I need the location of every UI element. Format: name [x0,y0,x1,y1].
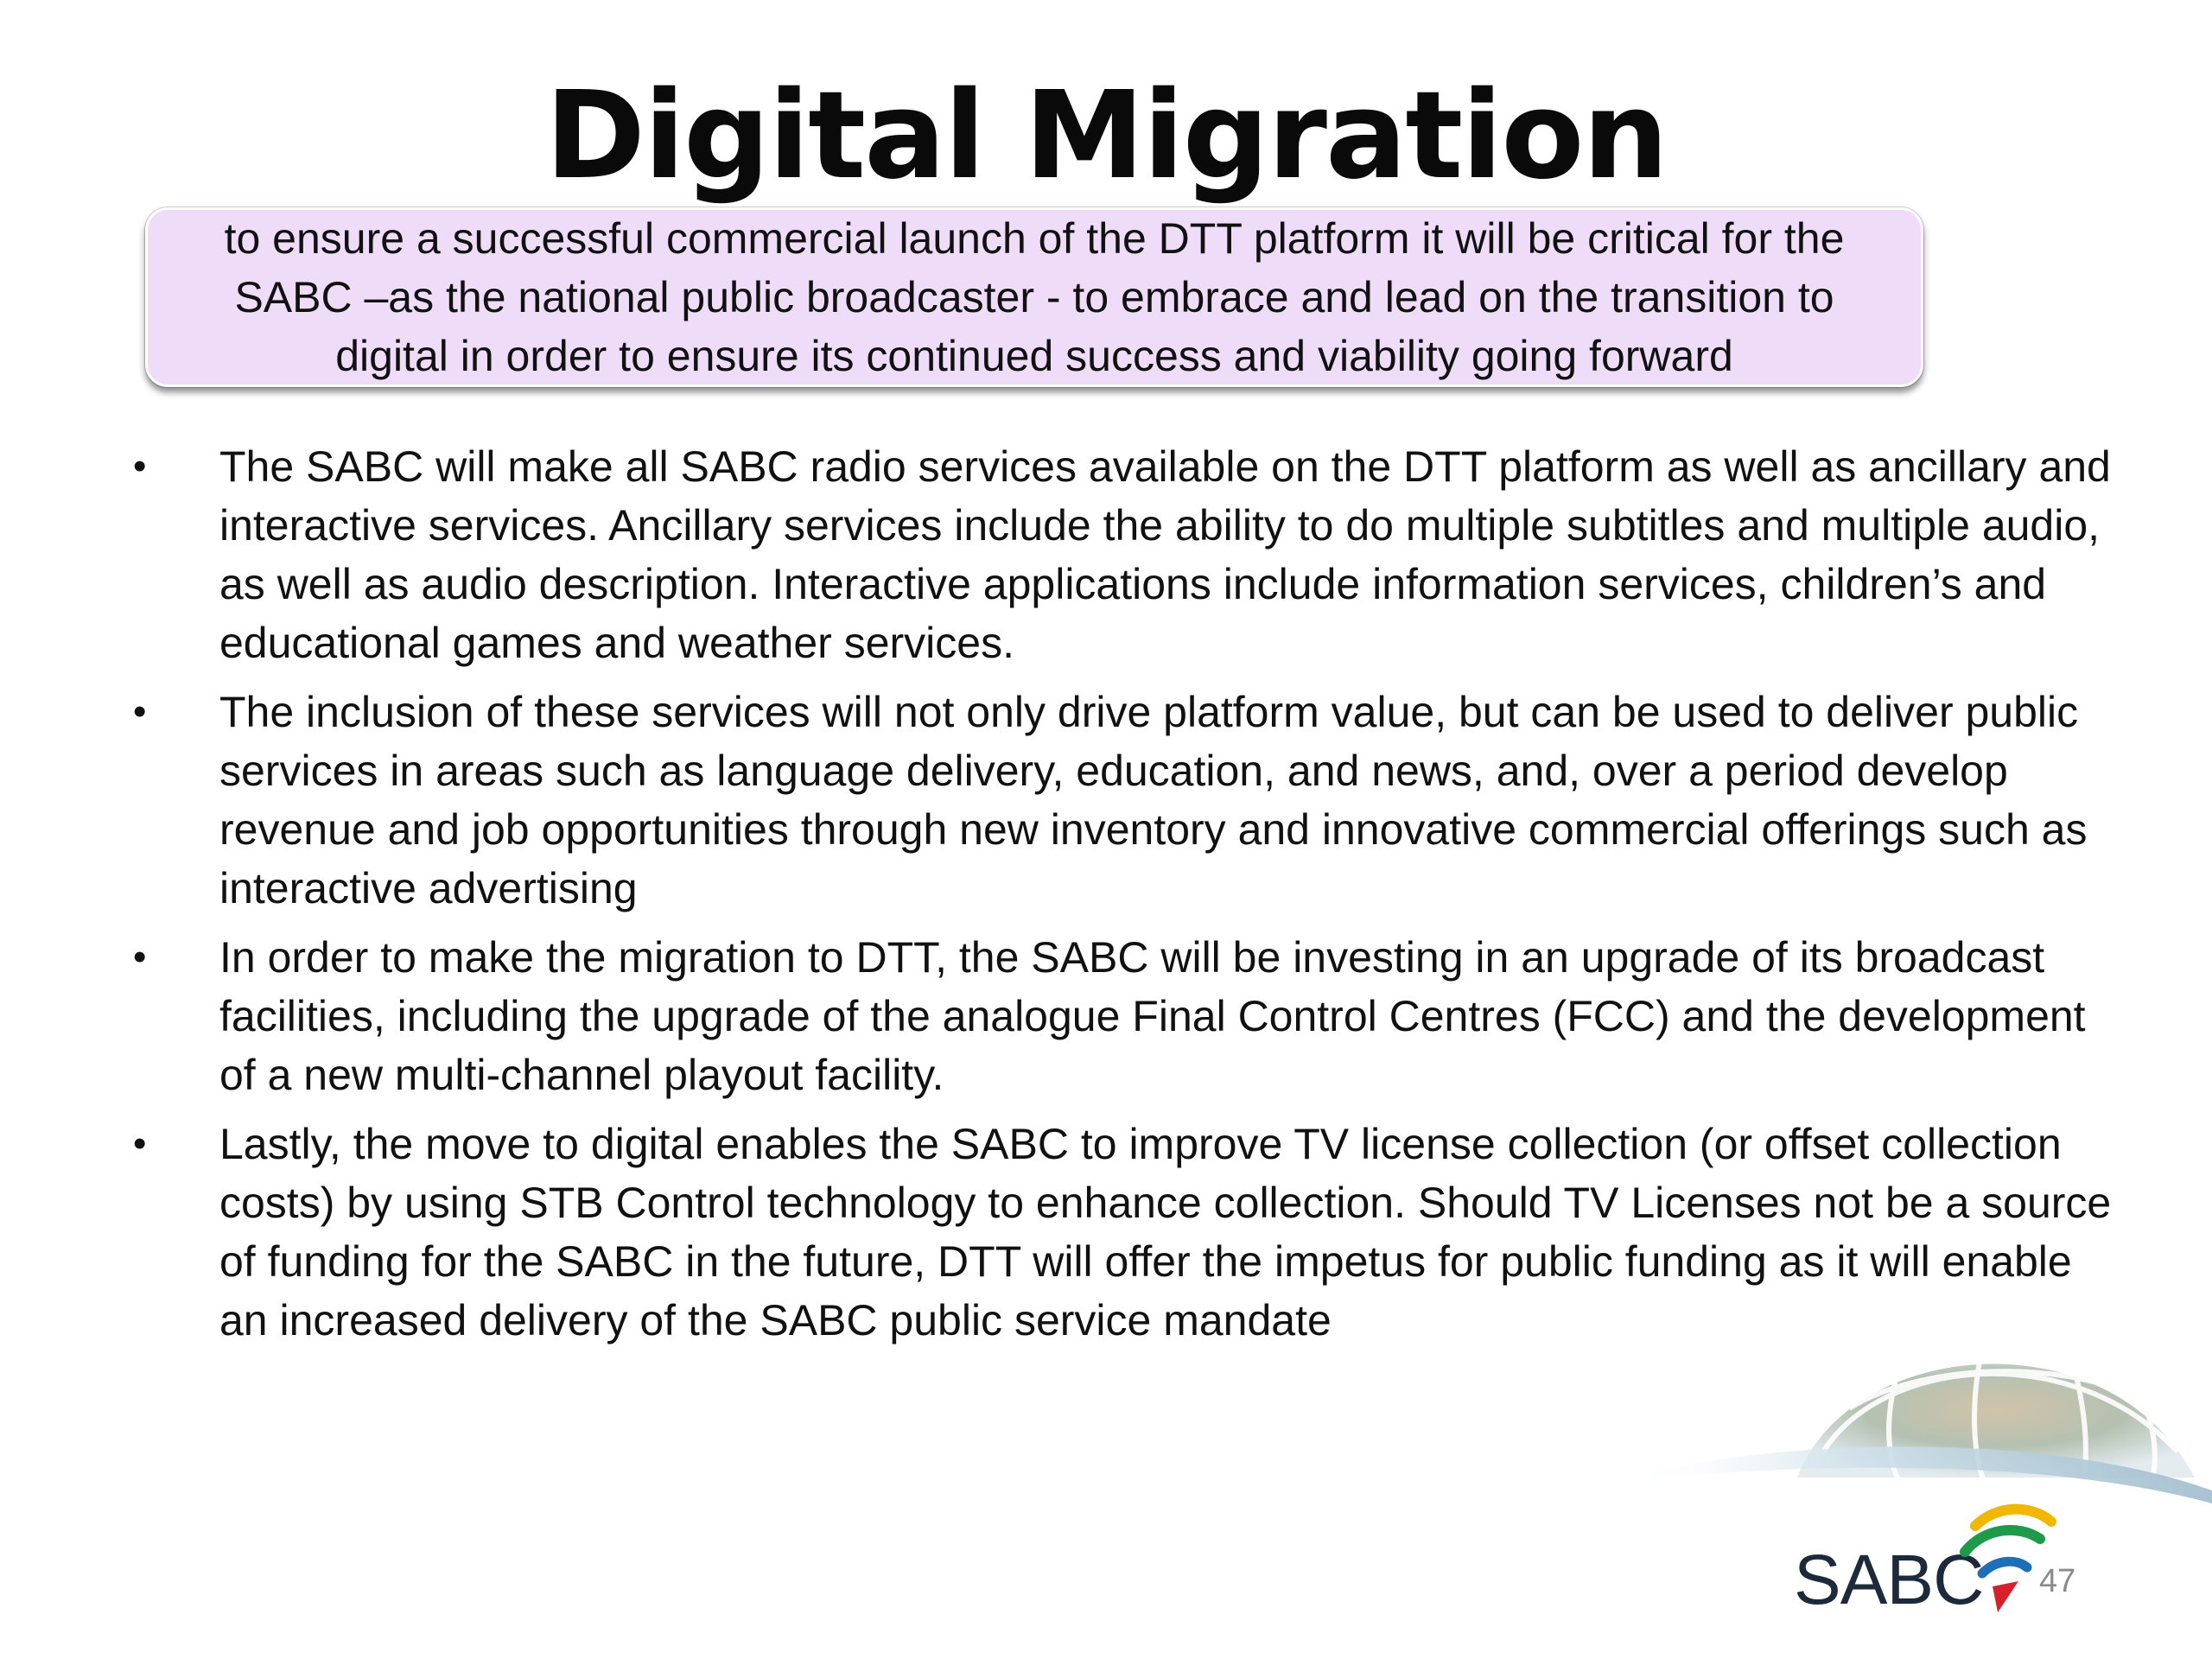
bullet-marker: • [133,690,147,733]
bullet-text: Lastly, the move to digital enables the SABC to improve TV license collection (or offset collection costs) by using STB Control technology to enhance collection. Should TV Licenses not be a source of funding for the SABC in the future, DTT will offer the impetus for public funding as it will enable an increased delivery of the SABC public service mandate [219,1120,2112,1344]
slide-title: Digital Migration [544,66,1668,207]
bullet-marker: • [133,936,147,978]
page-number: 47 [2039,1563,2076,1599]
bullet-item [130,683,2117,918]
callout-box [145,207,1923,387]
bullet-text: The SABC will make all SABC radio services available on the DTT platform as well as ancillary and interactive services. Ancillary services include the ability to do multiple subtitles and multiple audio, as well as audio description. Interactive applications include information services, children’s and educational games and weather services. [219,442,2111,667]
sabc-arc-icon [1958,1491,2062,1621]
sabc-logo [1794,1491,2062,1621]
bullet-item [130,928,2117,1104]
bullet-list [130,437,2117,1360]
bullet-marker: • [133,445,147,487]
bullet-marker: • [133,1122,147,1165]
bullet-text: In order to make the migration to DTT, the SABC will be investing in an upgrade of its broadcast facilities, including the upgrade of the analogue Final Control Centres (FCC) and the development of a new multi-channel playout facility. [219,933,2086,1099]
bullet-item [130,437,2117,672]
bullet-text: The inclusion of these services will not only drive platform value, but can be used to deliver public services in areas such as language delivery, education, and news, and, over a period develop revenue and job opportunities through new inventory and innovative commercial offerings such as interactive advertising [219,688,2088,912]
logo-text: SABC [1794,1541,1984,1619]
callout-text: to ensure a successful commercial launch of the DTT platform it will be critical for the SABC –as the national public broadcaster - to embrace and lead on the transition to digital in order to ensure its continued success and viability going forward [224,214,1845,380]
